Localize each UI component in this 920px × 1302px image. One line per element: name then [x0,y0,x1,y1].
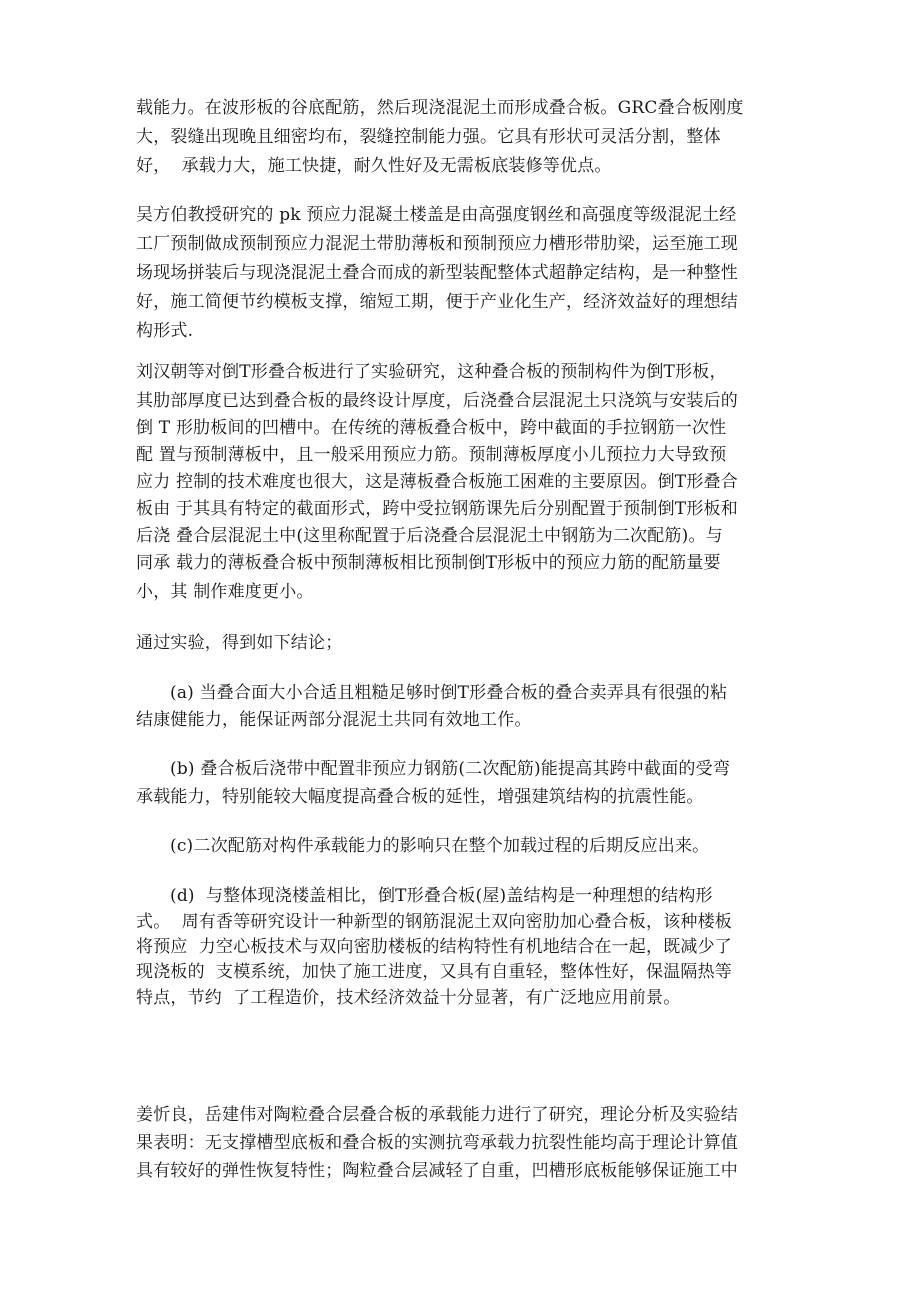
paragraph-line: 工厂预制做成预制预应力混泥土带肋薄板和预制预应力槽形带肋梁，运至施工现 [136,234,738,254]
conclusion-d-line: 式。 周有香等研究设计一种新型的钢筋混泥土双向密肋加心叠合板，该种楼板 [136,912,733,932]
paragraph-line: 吴方伯教授研究的 pk 预应力混凝土楼盖是由高强度钢丝和高强度等级混泥土经 [136,205,737,225]
paragraph-line: 具有较好的弹性恢复特性；陶粒叠合层减轻了自重，凹槽形底板能够保证施工中 [136,1161,738,1181]
paragraph-line: 小，其 制作难度更小。 [136,582,314,602]
paragraph-line: 大，裂缝出现晚且细密均布，裂缝控制能力强。它具有形状可灵活分割，整体 [136,127,721,147]
paragraph-line: 应力 控制的技术难度也很大，这是薄板叠合板施工困难的主要原因。倒T形叠合 [136,472,738,492]
paragraph-line: 好， 承载力大，施工快捷，耐久性好及无需板底装修等优点。 [136,156,612,176]
conclusion-d-line: 将预应 力空心板技术与双向密肋楼板的结构特性有机地结合在一起，既减少了 [136,937,733,957]
paragraph-line: 倒 T 形肋板间的凹槽中。在传统的薄板叠合板中，跨中截面的手拉钢筋一次性 [136,418,727,438]
conclusion-d-line: (d) 与整体现浇楼盖相比，倒T形叠合板(屋)盖结构是一种理想的结构形 [170,886,713,906]
conclusion-a-line: 结康健能力，能保证两部分混泥土共同有效地工作。 [136,710,532,730]
paragraph-line: 后浇 叠合层混泥土中(这里称配置于后浇叠合层混泥土中钢筋为二次配筋)。与 [136,526,723,546]
paragraph-line: 构形式. [136,321,194,341]
conclusion-d-line: 特点，节约 了工程造价，技术经济效益十分显著，有广泛地应用前景。 [136,988,681,1008]
paragraph-line: 配 置与预制薄板中，且一般采用预应力筋。预制薄板厚度小儿预拉力大导致预 [136,445,727,465]
paragraph-line: 载能力。在波形板的谷底配筋，然后现浇混泥土而形成叠合板。GRC叠合板刚度 [136,98,744,118]
paragraph-line: 板由 于其具有特定的截面形式，跨中受拉钢筋课先后分别配置于预制倒T形板和 [136,499,738,519]
conclusion-d-line: 现浇板的 支模系统，加快了施工进度，又具有自重轻，整体性好，保温隔热等 [136,962,733,982]
paragraph-line: 姜忻良，岳建伟对陶粒叠合层叠合板的承载能力进行了研究，理论分析及实验结 [136,1105,738,1125]
conclusion-c-line: (c)二次配筋对构件承载能力的影响只在整个加载过程的后期反应出来。 [170,836,710,856]
paragraph-line: 刘汉朝等对倒T形叠合板进行了实验研究，这种叠合板的预制构件为倒T形板， [136,362,727,382]
conclusion-b-line: (b) 叠合板后浇带中配置非预应力钢筋(二次配筋)能提高其跨中截面的受弯 [170,759,731,779]
paragraph-line: 场现场拼装后与现浇混泥土叠合而成的新型装配整体式超静定结构，是一种整性 [136,263,738,283]
paragraph-line: 好，施工简便节约模板支撑，缩短工期，便于产业化生产，经济效益好的理想结 [136,292,738,312]
paragraph-line: 果表明：无支撑槽型底板和叠合板的实测抗弯承载力抗裂性能均高于理论计算值 [136,1133,738,1153]
paragraph-line: 其肋部厚度已达到叠合板的最终设计厚度，后浇叠合层混泥土只浇筑与安装后的 [136,391,738,411]
paragraph-line: 通过实验，得到如下结论； [136,633,343,653]
paragraph-line: 同承 载力的薄板叠合板中预制薄板相比预制倒T形板中的预应力筋的配筋量要 [136,553,721,573]
conclusion-a-line: (a) 当叠合面大小合适且粗糙足够时倒T形叠合板的叠合卖弄具有很强的粘 [170,683,728,703]
conclusion-b-line: 承载能力，特别能较大幅度提高叠合板的延性，增强建筑结构的抗震性能。 [136,787,704,807]
